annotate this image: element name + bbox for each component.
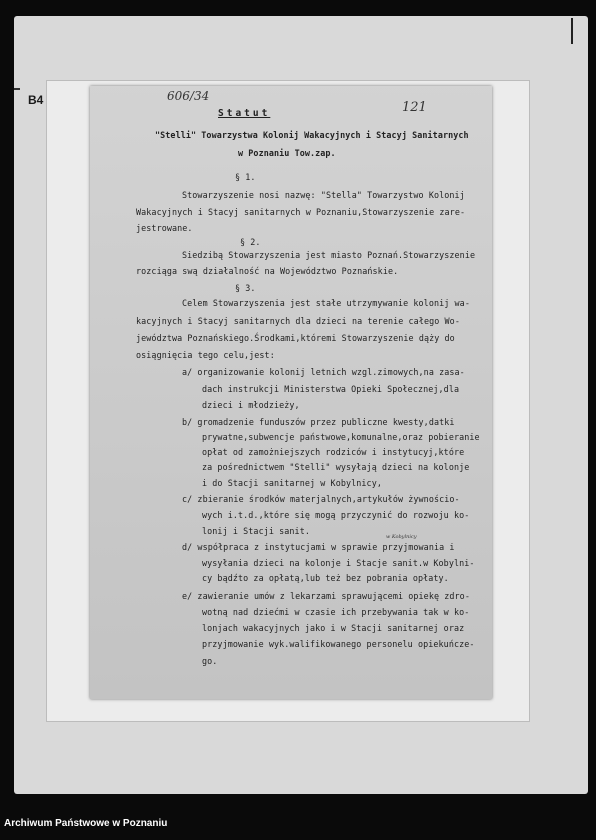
text-line: jewództwa Poznańskiego.Środkami,któremi Stowarzyszenie dąży do [136, 333, 455, 343]
text-line: dzieci i młodzieży, [202, 400, 300, 410]
text-line: opłat od zamożniejszych rodziców i instytucyj,które [202, 447, 465, 457]
text-line: Celem Stowarzyszenia jest stałe utrzymywanie kolonij wa- [182, 298, 470, 308]
text-line: wotną nad dziećmi w czasie ich przebywania tak w ko- [202, 607, 470, 617]
section-heading-2: § 2. [240, 237, 261, 247]
document-title: Statut [218, 108, 271, 119]
text-line: Stowarzyszenie nosi nazwę: "Stella" Towarzystwo Kolonij [182, 190, 465, 200]
list-item-d: d/ współpraca z instytucjami w sprawie przyjmowania i [182, 542, 455, 552]
archive-label: Archiwum Państwowe w Poznaniu [4, 818, 168, 829]
text-line: lonij i Stacji sanit. [202, 526, 310, 536]
text-line: za pośrednictwem "Stelli" wysyłają dzieci na kolonje [202, 462, 470, 472]
handwritten-signature-number: 606/34 [167, 89, 210, 103]
handwritten-page-number: 121 [402, 100, 427, 115]
text-line: prywatne,subwencje państwowe,komunalne,oraz pobieranie [202, 432, 480, 442]
text-line: rozciąga swą działalność na Województwo Poznańskie. [136, 266, 399, 276]
text-line: wych i.t.d.,które się mogą przyczynić do rozwoju ko- [202, 510, 470, 520]
text-line: dach instrukcji Ministerstwa Opieki Społecznej,dla [202, 384, 460, 394]
text-line: osiągnięcia tego celu,jest: [136, 350, 275, 360]
text-line: go. [202, 656, 218, 666]
handwritten-note: w Kobylnicy [386, 534, 417, 540]
frame-tick-mark [571, 18, 573, 44]
document-page [90, 86, 492, 699]
document-body [90, 86, 492, 699]
list-item-e: e/ zawieranie umów z lekarzami sprawującemi opiekę zdro- [182, 591, 470, 601]
corner-mark: B4 [28, 93, 44, 107]
text-line: Wakacyjnych i Stacyj sanitarnych w Poznaniu,Stowarzyszenie zare- [136, 207, 466, 217]
document-subtitle-2: w Poznaniu Tow.zap. [238, 148, 336, 158]
text-line: jestrowane. [136, 223, 193, 233]
text-line: przyjmowanie wyk.walifikowanego personelu opiekuńcze- [202, 639, 475, 649]
text-line: kacyjnych i Stacyj sanitarnych dla dzieci na terenie całego Wo- [136, 316, 460, 326]
section-heading-1: § 1. [235, 172, 256, 182]
text-line: wysyłania dzieci na kolonje i Stacje sanit.w Kobylni- [202, 558, 475, 568]
document-subtitle-1: "Stelli" Towarzystwa Kolonij Wakacyjnych i Stacyj Sanitarnych [155, 130, 469, 140]
frame-tick-mark-left [14, 88, 20, 90]
list-item-b: b/ gromadzenie funduszów przez publiczne kwesty,datki [182, 417, 455, 427]
text-line: cy bądźto za opłatą,lub też bez pobrania opłaty. [202, 573, 449, 583]
text-line: i do Stacji sanitarnej w Kobylnicy, [202, 478, 382, 488]
text-line: Siedzibą Stowarzyszenia jest miasto Poznań.Stowarzyszenie [182, 250, 476, 260]
list-item-c: c/ zbieranie środków materjalnych,artykułów żywnościo- [182, 494, 460, 504]
section-heading-3: § 3. [235, 283, 256, 293]
list-item-a: a/ organizowanie kolonij letnich wzgl.zimowych,na zasa- [182, 367, 465, 377]
text-line: lonjach wakacyjnych jako i w Stacji sanitarnej oraz [202, 623, 465, 633]
